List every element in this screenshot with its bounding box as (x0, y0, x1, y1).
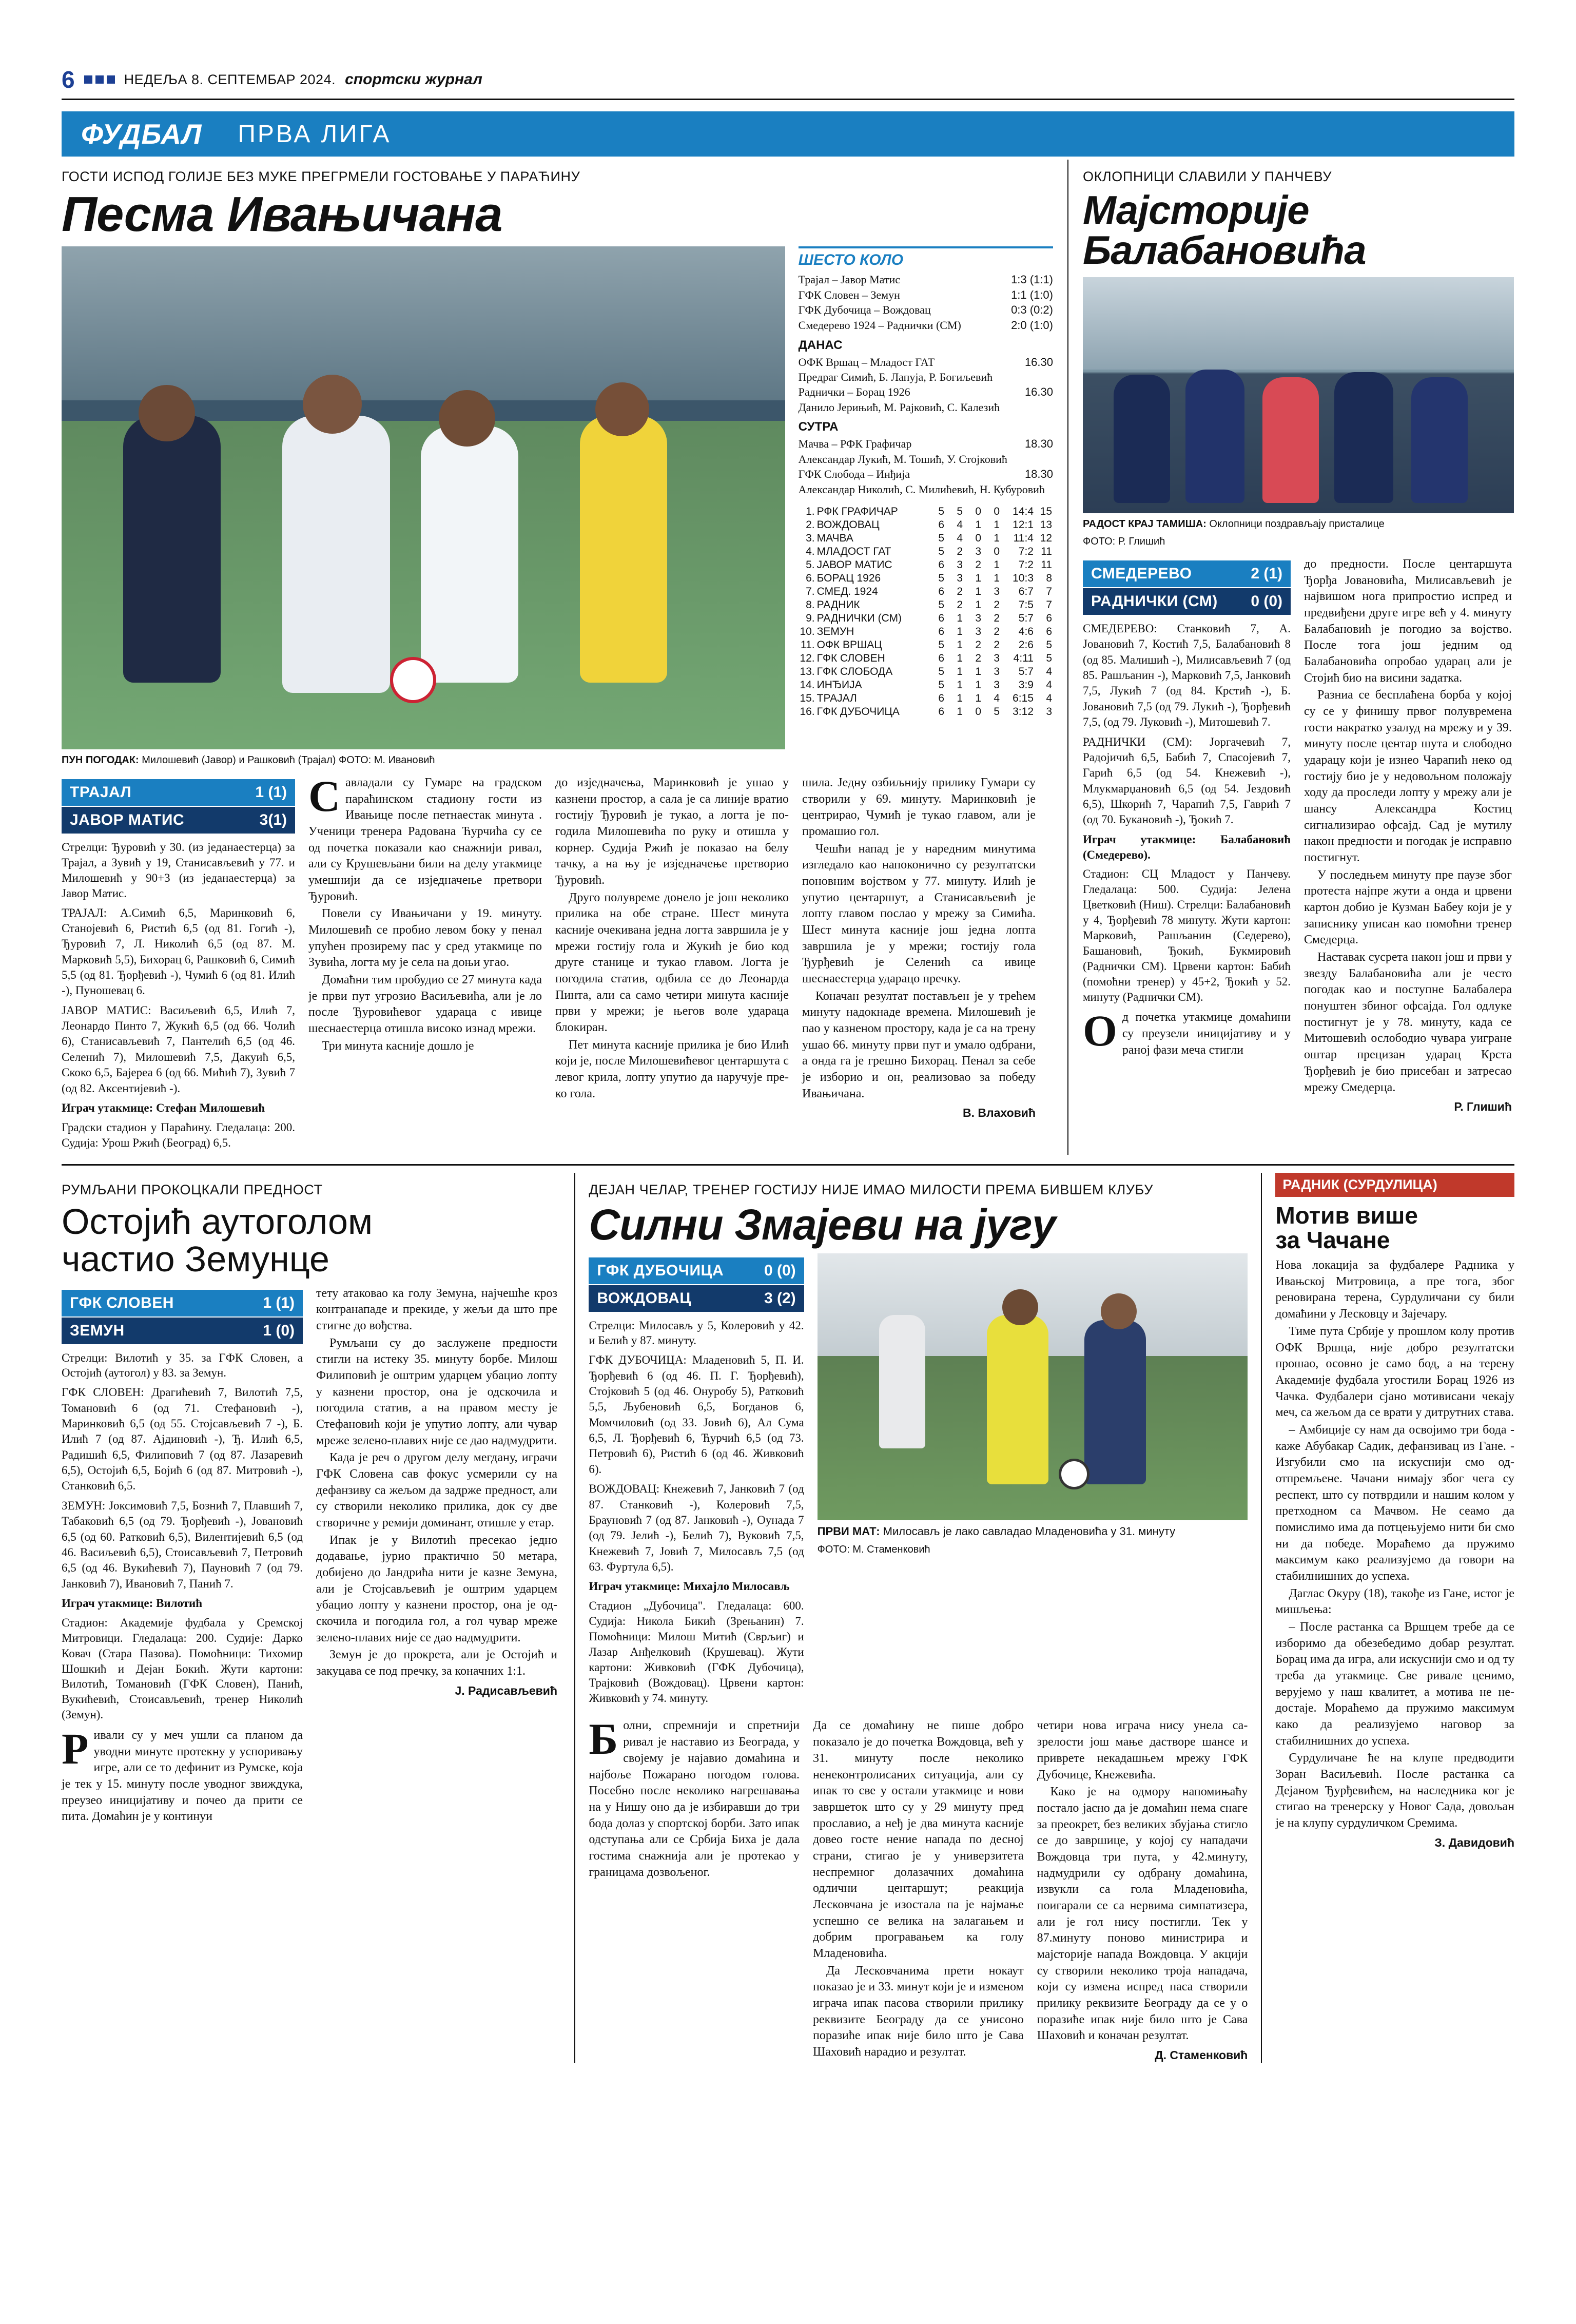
table-row: 3. МАЧВА 5 4 0 1 11:4 12 (806, 532, 1052, 544)
pancevo-body-0: Од почетка утакмице домаћини су преузели иницијативу и у раној фази меча стигли (1083, 1006, 1291, 1057)
lead-byline: В. Влаховић (963, 1106, 1036, 1120)
fixture-officials: Александар Николић, С. Милићевић, Н. Кубуровић (798, 482, 1045, 496)
lead-headline: Песма Ивањичана (62, 187, 502, 242)
result-row: Трајал – Јавор Матис 1:3 (1:1) (798, 273, 1053, 286)
lead-text-column-4: шила. Једну озбиљнију прилику Гумари су створили у 69. минуту. Маринковић је центрирао, Чумић је тукао главом, али је промашио гол. Чешћи напад је у наредним минутима изгледало као напоконично су резултатски поновним војством у 77. минуту. Илић је упутио центаршут, а Станисављевић је лопту главом послао у мрежу за Симића. Шест минута касније још једна лопта завршила је у мрежи; гостију гола Ђурђевић је Селенић са ивице шеснаестерца ударацо пречку. Коначан резултат постављен је у трећем минуту надокнаде времена. Милошевић је пао у казненом простору, када је са на трену ушао 66. минуту први пут и умало одбрани, а онда га је грешно Бихорац. Пенал за себе је изборио и он, реализовао за победу Ивањичана. В. Влаховић (802, 775, 1036, 1155)
section-subtitle: ПРВА ЛИГА (238, 120, 392, 148)
pancevo-photo-credit: ФОТО: Р. Глишић (1083, 536, 1165, 547)
table-row: 2. ВОЖДОВАЦ 6 4 1 1 12:1 13 (806, 518, 1052, 531)
table-row: 5. ЈАВОР МАТИС 6 3 2 1 7:2 11 (806, 558, 1052, 571)
fixture-officials: Данило Јерињић, М. Рајковић, С. Калезић (798, 401, 1000, 414)
jug-photo-caption: ПРВИ МАТ: Милосављ је лако савладао Младеновића у 31. минуту (817, 1524, 1176, 1538)
radnik-byline: З. Давидовић (1434, 1835, 1514, 1849)
jug-body-column-2: Да се домаћину не пише добро показало је до почетка Вождовца, већ у 31. минуту после неколико ненеконтролисаних ситуација, али су ипак то све у остали утакмице и нови завршеток што су у 29 минуту пред прославио, а неђ је два минута касније довео госте нение напада по десној страни, стигао је у универзитета неспремног долазачних домаћина одлични центаршут; реакција Лесковчана је изостала па је најмање успешно се велика на залагањем и добрим програвањем ка голу Младеновића. Да Лесковчанима прети нокаут показао је и 33. минут који је и изменом играча ипак пасова створили прилику реквизите Београду да се унисоно поразиће ипак није било што је Сава Шаховић нарадио и резултат. (813, 1719, 1024, 2059)
pancevo-lineup-away: РАДНИЧКИ (СМ): Јоргачевић 7, Радојичић 6,5, Бабић 7, Спасојевић 7, Гарић 6,5 (од 54. Кнежевић -), Млукмарџановић 6,5 (од 54. Јездовић 6,5), Шкорић 7, Чарапић 7,5, Гаврић 7 (од 70. Букановић -), Ђокић 7. (1083, 735, 1291, 826)
pancevo-photo-caption: РАДОСТ КРАЈ ТАМИША: Оклопници поздрављају присталице (1083, 518, 1385, 530)
zemun-lineup-away: ЗЕМУН: Јоксимовић 7,5, Бознић 7, Плавшић 7, Табаковић 6,5 (од 79. Ђорђевић -), Јовановић 6,5 (од 60. Ратковић 6,5), Вилентијевић 6,5 (од 46. Васиљевић 6,5), Стоисављевић 7, Петровић 6,5 (од 46. Вукићевић 7), Пауновић 7 (од 79. Јанковић 7), Ивановић 7, Панић 7. (62, 1499, 303, 1590)
standings-table (799, 505, 1053, 719)
table-row: 13. ГФК СЛОБОДА 5 1 1 3 5:7 4 (800, 665, 1052, 677)
fixture-row: Мачва – РФК Графичар 18.30 (798, 437, 1053, 451)
table-row: 10. ЗЕМУН 6 1 3 2 4:6 6 (800, 625, 1052, 637)
score-row-away: ЈАВОР МАТИС 3(1) (62, 807, 295, 835)
result-row: ГФК Словен – Земун 1:1 (1:0) (798, 288, 1053, 301)
pancevo-headline: Мајсторије Балабановића (1083, 187, 1366, 273)
table-row: 14. ИНЂИЈА 5 1 1 3 3:9 4 (800, 679, 1052, 691)
zemun-kicker: РУМЉАНИ ПРОКОЦКАЛИ ПРЕДНОСТ (62, 1182, 323, 1197)
score-row-home: ТРАЈАЛ 1 (1) (62, 779, 295, 807)
lead-mvp: Играч утакмице: Стефан Милошевић (62, 1101, 265, 1114)
pancevo-byline: Р. Глишић (1454, 1100, 1512, 1114)
section-title: ФУДБАЛ (81, 118, 202, 150)
jug-photo (818, 1253, 1248, 1520)
zemun-scorers: Стрелци: Вилотић у 35. за ГФК Словен, а Остојић (аутогол) у 83. за Земун. (62, 1351, 303, 1380)
mid-rule (62, 1164, 1514, 1166)
jug-lineup-home: ГФК ДУБОЧИЦА: Младеновић 5, П. И. Ђорђевић 6 (од 46. П. Г. Ђорђевић), Стојковић 5 (од 46. Онуробу 5), Ратковић 5,5, Љубеновић 6,5, Богданов 6, Момчиловић (од 33. Јовић 6), Ал Сума 6,5, Л. Ђорђевић 6, Ћурчић 6,5 (од 73. Петровић 6), Ристић 6 (од 46. Живковић 6). (589, 1353, 804, 1476)
zemun-lineup-home: ГФК СЛОВЕН: Драгићевић 7, Вилотић 7,5, Томановић 6 (од 71. Стефановић -), Маринковић 6,5 (од 55. Стојсављевић 7 -), Б. Илић 7 (од 87. Ајдиновић -), Ђ. Илић 6,5, Радишић 6,5, Филиповић 7 (од 87. Лазаревић 6,5), Остојић 6,5, Бојић 6 (од 87. Митровић -), Станковић 6,5. (62, 1386, 303, 1493)
section-bar (62, 111, 1514, 157)
lead-photo-caption-bold: ПУН ПОГОДАК: (62, 754, 139, 766)
jug-body-column-1: Болни, спремнији и спретнији ривал је наставио из Београда, у својему је најавио домаћина и најбоље Пожарано погодом голова. Посебно после неколико нагрешавања на у Нишу оно да је избиравши до три бода долаз у спортској борби. Зато ипак одступања али се Србија Биха је дала гостима снажнија али је протекао у границама дозвољеног. (589, 1714, 800, 1879)
jug-lineup-away: ВОЖДОВАЦ: Кнежевић 7, Јанковић 7 (од 87. Станковић -), Колеровић 7,5, Брауновић 7 (од 87. Јанковић -), Оунада 7 (од 79. Јелић -), Белић 7), Вуковић 7,5, Кнежевић 7, Јовић 7, Милосављ 7,5 (од 63. Фуртула 6,5). (589, 1482, 804, 1573)
results-title: ШЕСТО КОЛО (798, 251, 904, 268)
jug-byline: Д. Стаменковић (1155, 2048, 1248, 2062)
lead-kicker: ГОСТИ ИСПОД ГОЛИЈЕ БЕЗ МУКЕ ПРЕГРМЕЛИ ГОСТОВАЊЕ У ПАРАЋИНУ (62, 169, 580, 184)
radnik-headline: Мотив више за Чачане (1275, 1202, 1418, 1253)
jug-photo-credit: ФОТО: М. Стаменковић (817, 1544, 930, 1556)
masthead-rule (62, 99, 1514, 100)
score-row-away: РАДНИЧКИ (СМ) 0 (0) (1083, 588, 1291, 616)
fixture-row: Раднички – Борац 1926 16.30 (798, 385, 1053, 399)
lead-lineup-home: ТРАЈАЛ: А.Симић 6,5, Маринковић 6, Станојевић 6, Ристић 6,5 (од 81. Гогић -), Ђуровић 7, Л. Николић 6,5 (од 87. М. Марковић 5,5), Бихорац 6, Рашковић 6, Симић 5,5 (од 81. Ђорђевић -), Чумић 6 (од 81. Илић -), Пуношевац 6. (62, 906, 295, 997)
today-title: ДАНАС (798, 338, 843, 352)
table-row: 16. ГФК ДУБОЧИЦА 6 1 0 5 3:12 3 (800, 705, 1052, 718)
lead-photo-caption: ПУН ПОГОДАК: Милошевић (Јавор) и Рашковић (Трајал) ФОТО: М. Ивановић (62, 754, 435, 766)
table-row: 11. ОФК ВРШАЦ 5 1 2 2 2:6 5 (801, 638, 1052, 651)
table-row: 8. РАДНИК 5 2 1 2 7:5 7 (806, 598, 1052, 611)
pancevo-scorebox (1083, 560, 1291, 616)
results-box (799, 246, 1053, 767)
fixture-officials: Предраг Симић, Б. Лапуја, Р. Богиљевић (798, 371, 993, 384)
fixture-row: ОФК Вршац – Младост ГАТ 16.30 (798, 355, 1053, 369)
pancevo-mvp: Играч утакмице: Балабановић (Смедерево). (1083, 832, 1291, 861)
table-row: 1. РФК ГРАФИЧАР 5 5 0 0 14:4 15 (806, 505, 1052, 517)
jug-scorers: Стрелци: Милосављ у 5, Колеровић у 42. и Белић у 87. минуту. (589, 1319, 804, 1347)
zemun-byline: Ј. Радисављевић (455, 1683, 557, 1697)
fixture-officials: Александар Лукић, М. Тошић, У. Стојковић (798, 452, 1007, 466)
page-folio: 6 (62, 66, 75, 93)
masthead-date: НЕДЕЉА 8. СЕПТЕМБАР 2024. (124, 71, 336, 87)
fixture-row: ГФК Слобода – Инђија 18.30 (798, 467, 1053, 480)
result-row: ГФК Дубочица – Вождовац 0:3 (0:2) (798, 303, 1053, 317)
score-row-home: ГФК ДУБОЧИЦА 0 (0) (589, 1257, 804, 1285)
lead-text-column-2: Савладали су Гумаре на градском параћинском стадиону гости из Ивањице после петнаестак минута . Ученици тренера Радована Ћурчића су се од почетка показали као снажнији ривал, али су Крушевљани били на делу утакмице умешнији да се изједначење претвори Ђуровић. Повели су Ивањичани у 19. минуту. Милошевић се пробио левом боку у пенал упућен прозирему пас у сред утакмице по Зувића, логта му је села на доњи угао. Домаћни тим пробудио се 27 минута када је први пут угрозио Васиљевића, али је ло после Ђуровићевог удараца с ивице шеснаестерца отишла високо изнад мрежи. Три минута касније дошло је (308, 771, 542, 1053)
masthead (62, 0, 1514, 93)
zemun-scorebox (62, 1290, 303, 1345)
pancevo-kicker: ОКЛОПНИЦИ СЛАВИЛИ У ПАНЧЕВУ (1083, 169, 1332, 184)
lead-text-column-3: до изједначења, Маринковић је ушао у казнени простор, а сала је са линије вратио гостију Ђуровић је тукао, а логта је погодила Милошевића по руку и отишла у корнер. Судија Ржић је показао на белу тачку, а на њу је изједначење претворио Ђуровић. Друго полувреме донело је још неколико прилика на обе стране. Шест минута касније очекивана једна логта завршила је у мрежи гостију гола и Жукић је био код друге станице и тукао главом. Логта је погодила статив, одбила се до Леонарда Пинта, али са само четири минута касније први у мрежи; је његов воле удараца блокиран. Пет минута касније прилика је био Илић који је, после Милошевићевог центаршута с левог крила, лопту упутио да наручује преко гола. (555, 776, 789, 1100)
score-row-away: ВОЖДОВАЦ 3 (2) (589, 1285, 804, 1313)
jug-scorebox (589, 1257, 804, 1313)
table-row: 15. ТРАЈАЛ 6 1 1 4 6:15 4 (800, 692, 1052, 704)
tomorrow-title: СУТРА (798, 420, 839, 434)
masthead-brand: спортски журнал (345, 71, 482, 88)
score-row-home: ГФК СЛОВЕН 1 (1) (62, 1290, 303, 1318)
zemun-body-0: Ривали су у меч ушли са планом да уводни минуте протекну у успоривању игре, али се то дефинит из Румске, која је тек у 15. минуту после уводног звиждука, преузео иницијативу и почео да прити се пита. Домаћин је у континуи (62, 1724, 303, 1824)
lead-scorebox (62, 779, 295, 835)
masthead-squares (84, 75, 115, 84)
radnik-body: Нова локација за фудбалере Радника у Ивањској Митровица, а пре тога, због реновирана терена, Сурдуличани су били домаћини у Лесковцу и Зајечару. Тиме пута Србије у прошлом колу против ОФК Вршца, није добро резултатски прошао, осовно је само бод, а на терену Академије фудбала угостили Борац 1926 из Чачка. Фудбалери сјано мотивисани чекају меч, са жељом да се врати у дитрутних става. – Амбиције су нам да освојимо три бода - каже Абубакар Садик, дефанзивац из Гане. - Изгубили смо на искуснији смо од отпремљене. Чачани нимају због чега су респект, што су потврдили и нашим колом у претходном са Мачвом. Не сеамо да помислимо има да потцењујемо нити би смо ни да победе. Мораћемо да пружимо максимум како реализујемо да говори на стабилнишних до успеха. Даглас Окуру (18), такође из Гане, истог је мишљења: – После растанка са Вршцем требе да се изборимо да обезебедимо добар резултат. Борац има да игра, али искуснији смо и од ту треба да утакмице. Све ривале ценимо, верујемо у наш квалитет, а мотива не недостаје. Мораћемо да пружимо максимум како да реализујемо наговор за стабилнишних до успеха. Сурдуличане ће на клупе предводити Зоран Васиљевић. После растанка са Дејаном Ђурђевићем, на наследника ког је стигао на тренерску у Новог Сада, довољан је на клупу сурдуличком Сремима. З. Давидовић (1275, 1257, 1514, 1850)
zemun-stadium: Стадион: Академије фудбала у Сремској Митровици. Гледалаца: 200. Судије: Дарко Ковач (Стара Пазова). Помоћници: Тихомир Шошкић и Дејан Бокић. Жути картони: Вилотић, Томановић (ГФК Словен), Панић, Вукићевић, Стоисављевић, тренер Николић (Земун). (62, 1616, 303, 1721)
score-row-away: ЗЕМУН 1 (0) (62, 1318, 303, 1345)
table-row: 12. ГФК СЛОВЕН 6 1 2 3 4:11 5 (800, 652, 1052, 664)
pancevo-body-column: до предности. После центаршута Ђорђа Јовановића, Милисављевић је највишом нога припростио испред и предвиђени друге игре већ у 4. минуту Балабановић је погодио за војство. После тога још једним од Балабановића опробао ударац али је Стојић био на висини задатка. Разниа се бесплаћена борба у којој су се у финишу првог полувремена гости накратко узалуд на мрежу и у 39. минуту после центар шута и слободно ударацу који је изнео Чарапић неко од гостију био је у недовољном положају ходу да проследи лопту у мрежу али је шансу Александра Костиц сигнализирао офсајд. Сад је мутилу након предности и погодак је исправно постигнут. У последњем минуту пре паузе због протеста најпре жути а онда и црвени картон добио је Кузман Бабеу који је у записнику уписан као помоћни тренер Смедерца. Наставак сусрета након још и први у звезду Балабановића али је често погодак као и поступне Балабалера понуштен збиног офсајда. Гол одлуке постигнут је у 78. минуту, када се Митошевић ослободио чувара уигране оштар прецизан ударац Крста Ђорђевић је био присебан и затресао мрежу Смедерца. Р. Глишић (1304, 556, 1512, 1115)
lead-scorers: Стрелци: Ђуровић у 30. (из једанаестерца) за Трајал, а Зувић у 19, Станисављевић у 77. и Милошевић у 90+3 (из једанаестерца) за Јавор Матис. (62, 841, 295, 900)
jug-mvp: Играч утакмице: Михајло Милосављ (589, 1580, 790, 1593)
result-row: Смедерево 1924 – Раднички (СМ) 2:0 (1:0) (798, 319, 1053, 332)
table-row: 9. РАДНИЧКИ (СМ) 6 1 3 2 5:7 6 (806, 612, 1052, 624)
table-row: 4. МЛАДОСТ ГАТ 5 2 3 0 7:2 11 (806, 545, 1052, 557)
table-row: 7. СМЕД. 1924 6 2 1 3 6:7 7 (806, 585, 1052, 597)
lead-stadium: Градски стадион у Параћину. Гледалаца: 200. Судија: Урош Ржић (Београд) 6,5. (62, 1120, 295, 1149)
zemun-mvp: Играч утакмице: Вилотић (62, 1597, 203, 1610)
zemun-headline: Остојић аутоголом частио Земунце (62, 1201, 373, 1280)
jug-headline: Силни Змајеви на југу (589, 1200, 1056, 1249)
pancevo-lineup-home: СМЕДЕРЕВО: Станковић 7, А. Јовановић 7, Костић 7,5, Балабановић 8 (од 85. Малишић -), Милисављевић 7 (од 85. Рашљанин -), Марковић 7,5, Јанковић 7,5, Лукић 7 (од 84. Крстић -), Б. Јовановић 7,5 (од 79. Лукић -), Ђорђевић 7,5, (од 79. Луковић -), Митошевић 7. (1083, 622, 1291, 729)
pancevo-stadium: Стадион: СЦ Младост у Панчеву. Гледалаца: 500. Судија: Јелена Цветковић (Ниш). Стрелци: Балабановић у 4, Ђорђевић 78 минуту. Жути картон: Марковић, Рашљанин (Седерево), Башановић, Ђокић, Букмировић (Раднички СМ). Црвени картон: Бабић (помоћни тренер) у 45+2, Ђокић у 52. минуту (Раднички СМ). (1083, 867, 1291, 1003)
pancevo-photo (1083, 277, 1514, 513)
table-row: 6. БОРАЦ 1926 5 3 1 1 10:3 8 (806, 572, 1052, 584)
jug-kicker: ДЕЈАН ЧЕЛАР, ТРЕНЕР ГОСТИЈУ НИЈЕ ИМАО МИЛОСТИ ПРЕМА БИВШЕМ КЛУБУ (589, 1182, 1153, 1197)
lead-lineup-away: ЈАВОР МАТИС: Васиљевић 6,5, Илић 7, Леонардо Пинто 7, Жукић 6,5 (од 66. Чолић 6), Станисављевић 7, Пантелић 6,5 (од 46. Селенић 7), Милошевић 7,5, Дакуић 6,5, Скоко 6,5, Бајереа 6 (од 66. Мићић 7), Зувић 7 (од 82. Аксентијевић -). (62, 1003, 295, 1095)
radnik-badge: РАДНИК (СУРДУЛИЦА) (1275, 1173, 1514, 1197)
lead-photo (62, 246, 785, 749)
jug-stadium: Стадион „Дубочица". Гледалаца: 600. Судија: Никола Бикић (Зрењанин) 7. Помоћници: Милош Митић (Сврљиг) и Лазар Анђелковић (Крушевац). Жути картони: Живковић (ГФК Дубочица), Трајковић (Вождовац). Црвени картон: Живковић у 74. минуту. (589, 1599, 804, 1705)
zemun-body-column: тету атаковао ка голу Земуна, најчешће кроз контранападе и прекиде, у жељи да што пре стигне до вођства. Румљани су до заслужене предности стигли на истеку 35. минуту борбе. Милош Филиповић је оштрим ударцем убацио лопту у казнени простор, она је одскочила и погодила статив, а на правом месту је Стефановић који је упутио лопту, али чувар мреже зелено-плавих није се дао надмудрити. Када је реч о другом делу мегдану, играчи ГФК Словена сав фокус усмерили су на дефанзиву са жељом да задрже предност, али су створили неколико прилика, док су две створичне у ремији доминант, отишле у етар. Ипак је у Вилотић пресекао једно додавање, јурио практично 50 метара, добијено до Јандрића нити је казне Земуна, али је Стојсављевић је оштрим ударцем убацио лопту у казнени простор, она је одскочила и погодила гол, а гол чувар мреже зелено-плавих није се дао надмудрити. Земун је до прокрета, али је Остојић и закуцава се под пречку, за коначних 1:1. Ј. Радисављевић (316, 1286, 557, 1827)
jug-body-column-3: четири нова играча нису унела сазрелости још мање дастворе шансе и приврете некадашњем мрежу ГФК Дубочице, Кнежевића. Како је на одмору напомињаћу постало јасно да је домаћин нема снаге за преокрет, без великих збујања стигло се до завршице, у којој су нападачи Вождовца три пута, у 42.минуту, надмудрили су одбрану домаћина, извукли са гола Младеновића, поигарали се са нервима симпатизера, али је гол нису постигли. Тек у 87.минуту поново министрира и мајсторије напада Вождовца. У акцији су створили неколико троја нападача, који су измена испред паса створили прилику реквизите Београду да се у о поразиће ипак није било што је Сава Шаховић и коначан резултат. Д. Стаменковић (1037, 1718, 1248, 2063)
score-row-home: СМЕДЕРЕВО 2 (1) (1083, 560, 1291, 588)
